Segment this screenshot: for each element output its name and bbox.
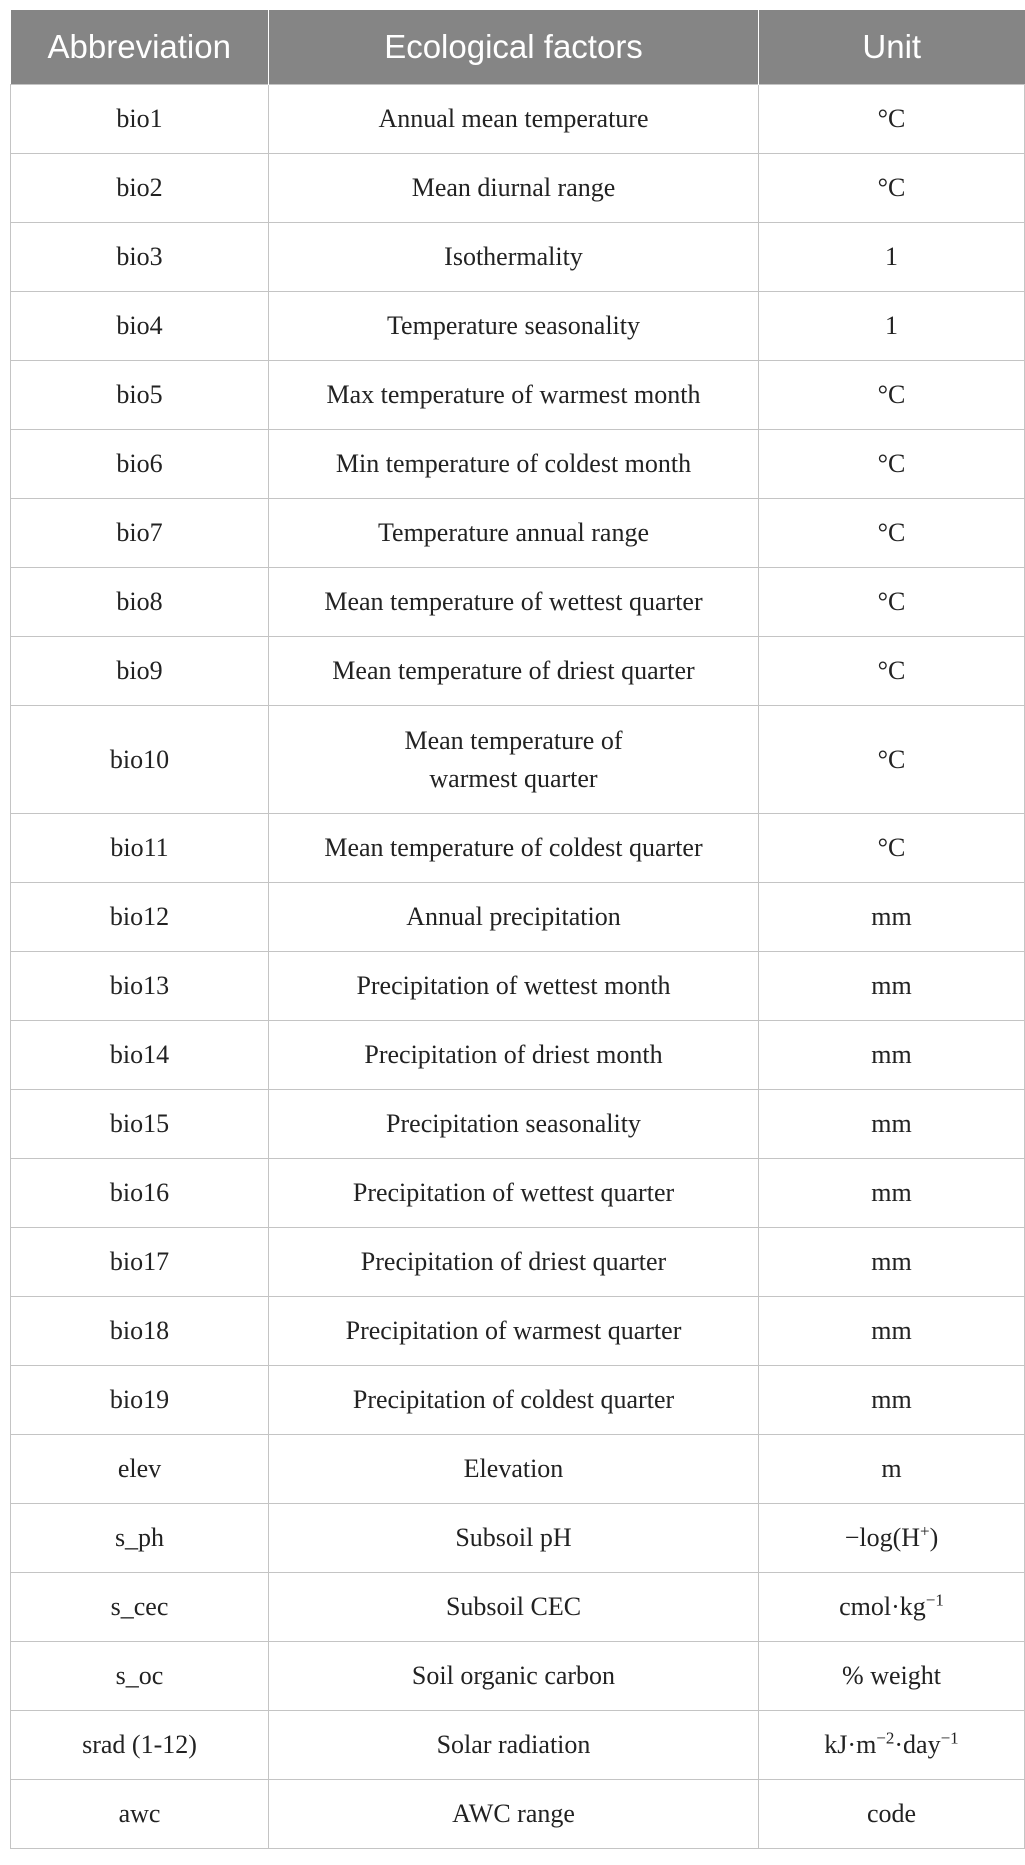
factor-cell: Mean temperature of wettest quarter <box>269 568 759 637</box>
unit-cell: 1 <box>759 292 1025 361</box>
factor-cell: AWC range <box>269 1780 759 1849</box>
factor-cell: Mean temperature of driest quarter <box>269 637 759 706</box>
unit-cell: mm <box>759 952 1025 1021</box>
factor-cell: Mean temperature of coldest quarter <box>269 814 759 883</box>
factor-cell: Subsoil CEC <box>269 1573 759 1642</box>
unit-cell: mm <box>759 1366 1025 1435</box>
table-row <box>11 1573 1025 1642</box>
unit-cell: mm <box>759 1228 1025 1297</box>
factor-cell: Precipitation seasonality <box>269 1090 759 1159</box>
table-row <box>11 952 1025 1021</box>
factor-line-2: warmest quarter <box>429 763 598 793</box>
table-row <box>11 1021 1025 1090</box>
abbreviation-cell: elev <box>11 1435 269 1504</box>
abbreviation-cell: bio6 <box>11 430 269 499</box>
factor-cell: Subsoil pH <box>269 1504 759 1573</box>
table-row <box>11 883 1025 952</box>
table-row <box>11 814 1025 883</box>
abbreviation-cell: s_ph <box>11 1504 269 1573</box>
unit-cell <box>759 1504 1025 1573</box>
table-row <box>11 85 1025 154</box>
abbreviation-cell: bio12 <box>11 883 269 952</box>
factor-cell: Min temperature of coldest month <box>269 430 759 499</box>
factor-cell: Annual mean temperature <box>269 85 759 154</box>
table-row <box>11 706 1025 814</box>
unit-superscript: −2 <box>876 1728 895 1748</box>
factor-cell: Precipitation of warmest quarter <box>269 1297 759 1366</box>
unit-cell: 1 <box>759 223 1025 292</box>
factor-cell: Temperature annual range <box>269 499 759 568</box>
abbreviation-cell: bio15 <box>11 1090 269 1159</box>
unit-cell: °C <box>759 85 1025 154</box>
ecological-factors-table <box>10 10 1025 1849</box>
factor-cell: Temperature seasonality <box>269 292 759 361</box>
abbreviation-cell: s_cec <box>11 1573 269 1642</box>
header-abbreviation: Abbreviation <box>11 10 269 85</box>
table-row <box>11 430 1025 499</box>
abbreviation-cell: bio7 <box>11 499 269 568</box>
unit-cell: °C <box>759 814 1025 883</box>
abbreviation-cell: bio4 <box>11 292 269 361</box>
abbreviation-cell: bio8 <box>11 568 269 637</box>
unit-cell: °C <box>759 361 1025 430</box>
unit-base: cmol·kg <box>839 1592 926 1621</box>
abbreviation-cell: bio2 <box>11 154 269 223</box>
factor-line-1: Mean temperature of <box>404 725 623 755</box>
table-row <box>11 1711 1025 1780</box>
table-container <box>10 10 1024 1849</box>
unit-superscript: + <box>920 1521 930 1541</box>
unit-cell: °C <box>759 499 1025 568</box>
table-row <box>11 1159 1025 1228</box>
unit-superscript: −1 <box>925 1590 944 1610</box>
abbreviation-cell: bio13 <box>11 952 269 1021</box>
table-row <box>11 292 1025 361</box>
unit-cell: °C <box>759 430 1025 499</box>
unit-cell: °C <box>759 706 1025 814</box>
factor-cell: Solar radiation <box>269 1711 759 1780</box>
factor-cell <box>269 706 759 814</box>
table-row <box>11 361 1025 430</box>
abbreviation-cell: bio14 <box>11 1021 269 1090</box>
unit-cell: code <box>759 1780 1025 1849</box>
abbreviation-cell: bio19 <box>11 1366 269 1435</box>
factor-cell: Precipitation of wettest quarter <box>269 1159 759 1228</box>
abbreviation-cell: bio17 <box>11 1228 269 1297</box>
unit-cell: m <box>759 1435 1025 1504</box>
factor-cell: Soil organic carbon <box>269 1642 759 1711</box>
unit-cell: mm <box>759 883 1025 952</box>
table-row <box>11 154 1025 223</box>
table-row <box>11 1228 1025 1297</box>
abbreviation-cell: srad (1-12) <box>11 1711 269 1780</box>
unit-cell: mm <box>759 1021 1025 1090</box>
unit-cell: °C <box>759 568 1025 637</box>
abbreviation-cell: bio16 <box>11 1159 269 1228</box>
table-row <box>11 499 1025 568</box>
abbreviation-cell: bio3 <box>11 223 269 292</box>
table-row <box>11 1090 1025 1159</box>
unit-superscript-2: −1 <box>940 1728 959 1748</box>
table-row <box>11 1435 1025 1504</box>
factor-cell: Isothermality <box>269 223 759 292</box>
factor-cell: Mean diurnal range <box>269 154 759 223</box>
header-row <box>11 10 1025 85</box>
table-row <box>11 637 1025 706</box>
unit-tail: ·day <box>894 1730 941 1759</box>
header-ecological-factors: Ecological factors <box>269 10 759 85</box>
table-row <box>11 1366 1025 1435</box>
abbreviation-cell: bio10 <box>11 706 269 814</box>
unit-cell: °C <box>759 637 1025 706</box>
abbreviation-cell: bio1 <box>11 85 269 154</box>
abbreviation-cell: bio18 <box>11 1297 269 1366</box>
unit-cell: °C <box>759 154 1025 223</box>
table-row <box>11 568 1025 637</box>
table-row <box>11 223 1025 292</box>
abbreviation-cell: awc <box>11 1780 269 1849</box>
table-row <box>11 1504 1025 1573</box>
factor-cell: Precipitation of wettest month <box>269 952 759 1021</box>
abbreviation-cell: bio5 <box>11 361 269 430</box>
abbreviation-cell: bio11 <box>11 814 269 883</box>
unit-cell: mm <box>759 1297 1025 1366</box>
table-row <box>11 1780 1025 1849</box>
header-unit: Unit <box>759 10 1025 85</box>
factor-cell: Precipitation of coldest quarter <box>269 1366 759 1435</box>
unit-cell: mm <box>759 1159 1025 1228</box>
unit-cell <box>759 1573 1025 1642</box>
factor-cell: Precipitation of driest month <box>269 1021 759 1090</box>
factor-cell: Elevation <box>269 1435 759 1504</box>
abbreviation-cell: s_oc <box>11 1642 269 1711</box>
unit-cell: mm <box>759 1090 1025 1159</box>
abbreviation-cell: bio9 <box>11 637 269 706</box>
factor-cell: Max temperature of warmest month <box>269 361 759 430</box>
unit-tail: ) <box>929 1523 939 1552</box>
unit-cell <box>759 1711 1025 1780</box>
table-row <box>11 1297 1025 1366</box>
factor-cell: Annual precipitation <box>269 883 759 952</box>
unit-base: −log(H <box>844 1523 921 1552</box>
table-row <box>11 1642 1025 1711</box>
factor-cell: Precipitation of driest quarter <box>269 1228 759 1297</box>
unit-base: kJ·m <box>824 1730 877 1759</box>
unit-cell: % weight <box>759 1642 1025 1711</box>
